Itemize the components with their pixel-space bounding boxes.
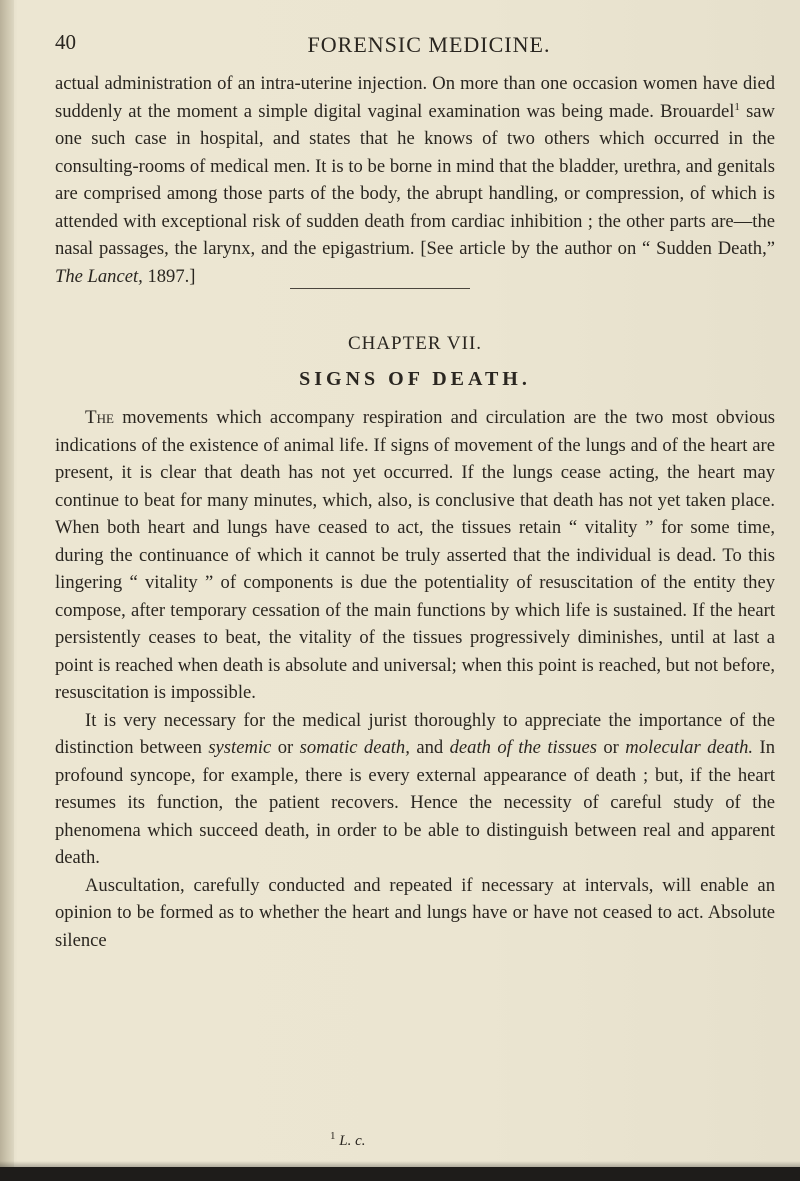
footnote-mark: 1 <box>330 1130 336 1142</box>
chapter-body <box>55 404 775 954</box>
page-bottom-edge <box>0 1167 800 1181</box>
chapter-heading: CHAPTER VII. <box>347 333 483 354</box>
paragraph-3: Auscultation, carefully conducted and repeated if necessary at intervals, will enable an opinion to be formed as to whether the heart and lungs have or have not ceased to act. Absolute silence <box>55 874 775 951</box>
paragraph-1-lead: The <box>85 407 114 428</box>
paragraph-2 <box>55 707 775 872</box>
page-header <box>55 30 775 60</box>
running-head: FORENSIC MEDICINE. <box>307 32 551 57</box>
footnote-text: L. c. <box>339 1133 366 1149</box>
term-death-of-tissues: death of the tissues <box>449 737 597 758</box>
footnote-reference: 1 <box>734 100 740 113</box>
chapter-title: SIGNS OF DEATH. <box>299 368 531 390</box>
paragraph-2-text-d: or <box>596 737 626 758</box>
paragraph-2-text-a: It is very necessary for the medical jurist thoroughly to appreciate the importance of the distinction between <box>55 709 775 758</box>
page-binding-shadow <box>0 0 14 1181</box>
footnote <box>330 1130 366 1150</box>
paragraph-2-text-b: or <box>271 737 300 758</box>
paragraph-2-text-c: and <box>409 737 450 758</box>
journal-name: The Lancet, <box>55 265 143 287</box>
paragraph-1-body: movements which accompany respiration and circulation are the two most obvious indications of the existence of animal life. If signs of movement of the lungs and of the heart are present, it is clear that death has not yet occurred. If the lungs cease acting, the heart may continue to beat for many minutes, which, also, is conclusive that death has not yet taken place. When both heart and lungs have ceased to act, the tissues retain “ vitality ” for some time, during the continuance of which it cannot be truly asserted that the individual is dead. To this lingering “ vitality ” of components is due the potentiality of resuscitation of the entity they compose, after temporary cessation of the main functions by which life is sustained. If the heart persistently ceases to beat, the vitality of the tissues progressively diminishes, until at last a point is reached when death is absolute and universal; when this point is reached, but not before, resuscitation is impossible. <box>55 407 775 703</box>
term-systemic: systemic <box>208 737 272 758</box>
continued-text-part2: saw one such case in hospital, and states that he knows of two others which occurred in the consulting-rooms of medical men. It is to be borne in mind that the bladder, urethra, and genitals are comprised among those parts of the body, the abrupt handling, or compression, of which is attended with exceptional risk of sudden death from cardiac inhibition ; the other parts are—the nasal passages, the larynx, and the epigastrium. [See article by the author on “ Sudden Death,” <box>55 100 775 259</box>
continued-text-part3: 1897.] <box>142 265 196 287</box>
paragraph-1 <box>55 404 775 707</box>
section-divider-rule <box>290 288 470 289</box>
continued-text-part1: actual administration of an intra-uterine injection. On more than one occasion women have died suddenly at the moment a simple digital vaginal examination was being made. Brouardel <box>55 73 775 122</box>
page-number: 40 <box>55 30 76 54</box>
term-somatic-death: somatic death, <box>299 737 410 758</box>
continued-paragraph <box>55 70 775 290</box>
paragraph-2-text-e: In profound syncope, for example, there is every external appearance of death ; but, if the heart resumes its function, the patient recovers. Hence the necessity of careful study of the phenomena which succeed death, in order to be able to distinguish between real and apparent death. <box>55 737 775 868</box>
term-molecular-death: molecular death. <box>625 737 754 758</box>
